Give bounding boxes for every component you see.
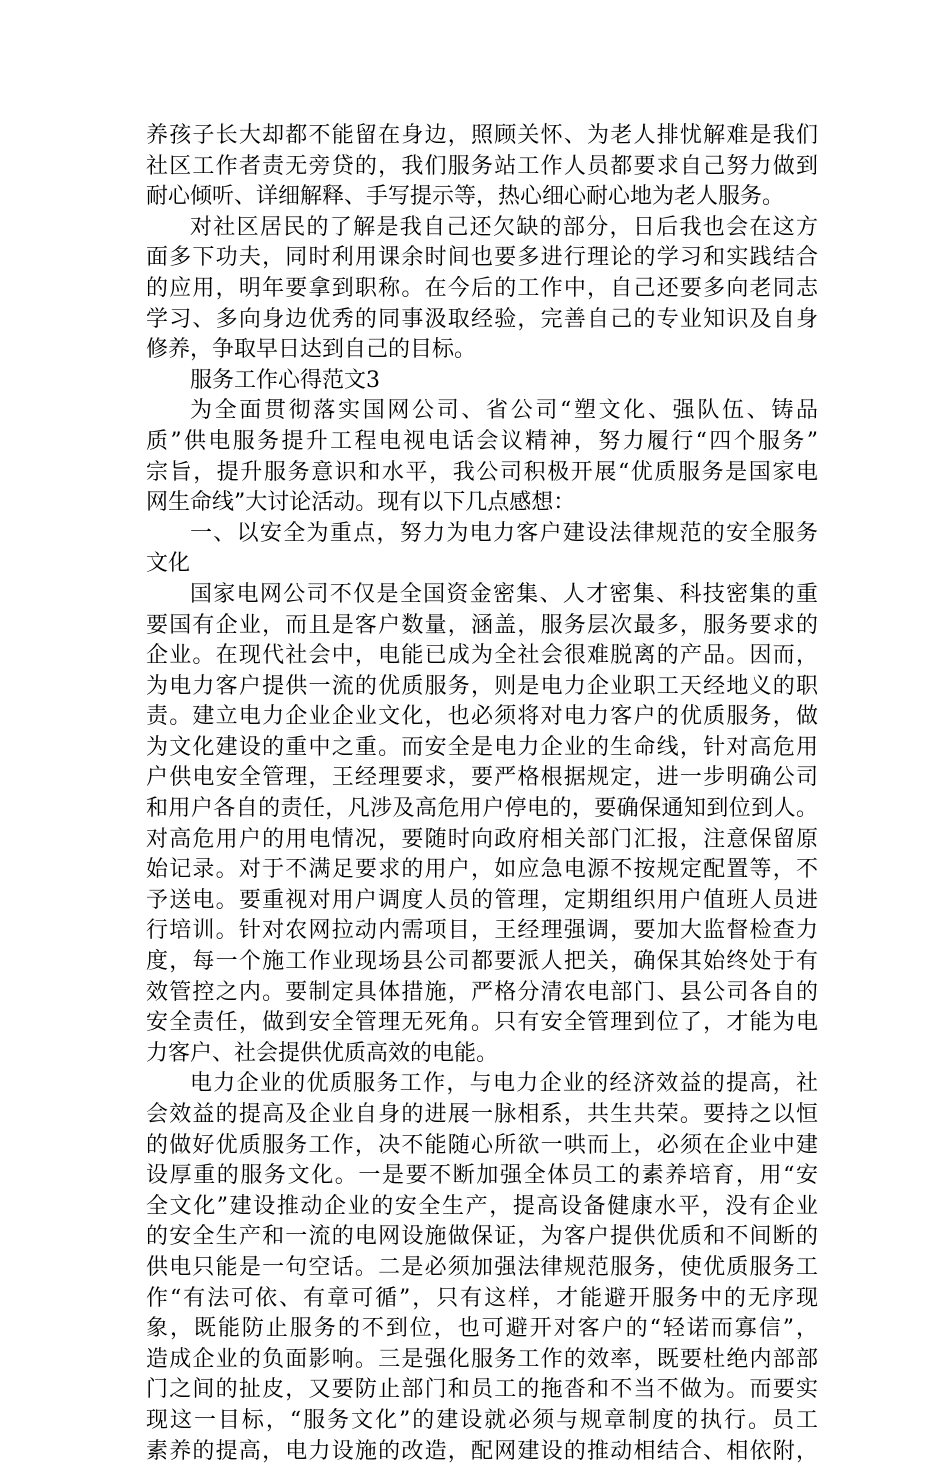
text-line: 作“有法可依、有章可循”，只有这样，才能避开服务中的无序现 <box>146 1285 818 1311</box>
text-line: 予送电。要重视对用户调度人员的管理，定期组织用户值班人员进 <box>146 887 818 913</box>
text-line: 企业。在现代社会中，电能已成为全社会很难脱离的产品。因而， <box>146 643 818 669</box>
text-line: 户供电安全管理，王经理要求，要严格根据规定，进一步明确公司 <box>146 765 818 791</box>
text-line: 为电力客户提供一流的优质服务，则是电力企业职工天经地义的职 <box>146 673 818 699</box>
text-line: 的安全生产和一流的电网设施做保证，为客户提供优质和不间断的 <box>146 1224 818 1250</box>
text-line: 造成企业的负面影响。三是强化服务工作的效率，既要杜绝内部部 <box>146 1346 818 1372</box>
text-line: 门之间的扯皮，又要防止部门和员工的拖沓和不当不做为。而要实 <box>146 1377 818 1403</box>
text-line: 为全面贯彻落实国网公司、省公司“塑文化、强队伍、铸品 <box>190 398 818 424</box>
text-line: 为文化建设的重中之重。而安全是电力企业的生命线，针对高危用 <box>146 734 818 760</box>
text-line: 效管控之内。要制定具体措施，严格分清农电部门、县公司各自的 <box>146 979 818 1005</box>
text-line: 的应用，明年要拿到职称。在今后的工作中，自己还要多向老同志 <box>146 275 818 301</box>
text-line: 力客户、社会提供优质高效的电能。 <box>146 1040 499 1066</box>
text-line: 电力企业的优质服务工作，与电力企业的经济效益的提高，社 <box>190 1071 818 1097</box>
text-line: 安全责任，做到安全管理无死角。只有安全管理到位了，才能为电 <box>146 1010 818 1036</box>
text-line: 社区工作者责无旁贷的，我们服务站工作人员都要求自己努力做到 <box>146 153 818 179</box>
text-line: 修养，争取早日达到自己的目标。 <box>146 337 477 363</box>
text-line: 国家电网公司不仅是全国资金密集、人才密集、科技密集的重 <box>190 581 818 607</box>
text-line: 和用户各自的责任，凡涉及高危用户停电的，要确保通知到位到人。 <box>146 796 818 822</box>
text-line: 对高危用户的用电情况，要随时向政府相关部门汇报，注意保留原 <box>146 826 818 852</box>
text-line: 面多下功夫，同时利用课余时间也要多进行理论的学习和实践结合 <box>146 245 818 271</box>
text-line: 会效益的提高及企业自身的进展一脉相系，共生共荣。要持之以恒 <box>146 1102 818 1127</box>
text-line: 度，每一个施工作业现场县公司都要派人把关，确保其始终处于有 <box>146 949 818 975</box>
text-line: 网生命线”大讨论活动。现有以下几点感想： <box>146 490 576 516</box>
document-body <box>146 121 818 1467</box>
text-line: 一、以安全为重点，努力为电力客户建设法律规范的安全服务 <box>190 520 818 546</box>
text-line: 的做好优质服务工作，决不能随心所欲一哄而上，必须在企业中建 <box>146 1132 818 1158</box>
text-line: 服务工作心得范文3 <box>190 367 380 393</box>
text-line: 养孩子长大却都不能留在身边，照顾关怀、为老人排忧解难是我们 <box>146 123 818 148</box>
text-line: 供电只能是一句空话。二是必须加强法律规范服务，使优质服务工 <box>146 1254 818 1280</box>
text-line: 始记录。对于不满足要求的用户，如应急电源不按规定配置等，不 <box>146 857 818 883</box>
text-line: 象，既能防止服务的不到位，也可避开对客户的“轻诺而寡信”， <box>146 1316 818 1342</box>
text-line: 学习、多向身边优秀的同事汲取经验，完善自己的专业知识及自身 <box>146 306 818 332</box>
text-line: 设厚重的服务文化。一是要不断加强全体员工的素养培育，用“安 <box>146 1163 818 1189</box>
text-line: 责。建立电力企业企业文化，也必须将对电力客户的优质服务，做 <box>146 704 818 730</box>
text-line: 现这一目标，“服务文化”的建设就必须与规章制度的执行。员工 <box>146 1407 818 1433</box>
text-line: 宗旨，提升服务意识和水平，我公司积极开展“优质服务是国家电 <box>146 459 818 485</box>
text-line: 全文化”建设推动企业的安全生产，提高设备健康水平，没有企业 <box>146 1193 818 1219</box>
text-line: 行培训。针对农网拉动内需项目，王经理强调，要加大监督检查力 <box>146 918 818 944</box>
text-line: 文化 <box>146 551 191 577</box>
text-line: 要国有企业，而且是客户数量，涵盖，服务层次最多，服务要求的 <box>146 612 818 638</box>
text-line: 质”供电服务提升工程电视电话会议精神，努力履行“四个服务” <box>146 428 818 454</box>
text-line: 耐心倾听、详细解释、手写提示等，热心细心耐心地为老人服务。 <box>146 184 785 210</box>
text-line: 素养的提高，电力设施的改造，配网建设的推动相结合、相依附， <box>146 1438 818 1464</box>
text-line: 对社区居民的了解是我自己还欠缺的部分，日后我也会在这方 <box>190 214 818 240</box>
